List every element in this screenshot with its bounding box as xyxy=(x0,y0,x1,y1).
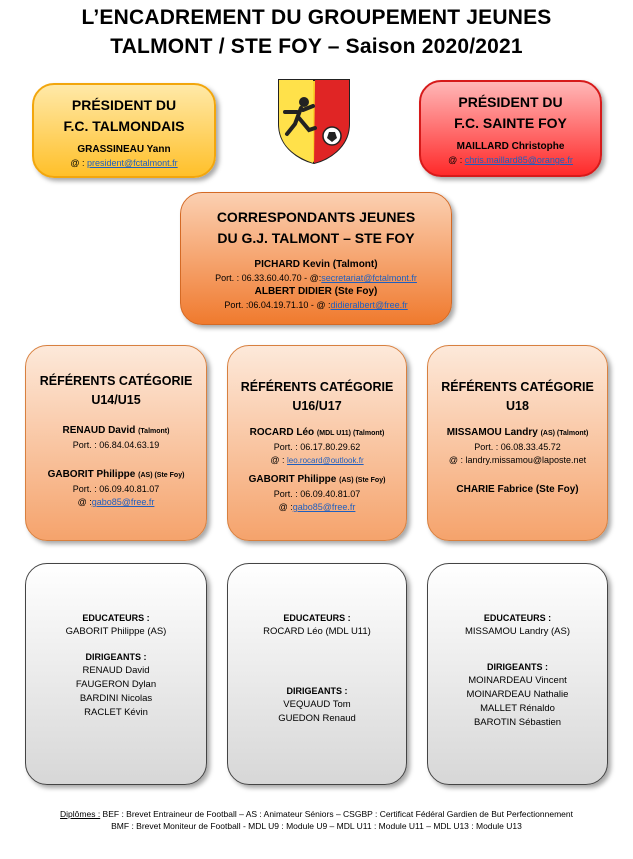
president-talmont-title2: F.C. TALMONDAIS xyxy=(63,118,185,134)
referent-u16-title1: RÉFÉRENTS CATÉGORIE xyxy=(240,380,394,394)
president-talmont-box xyxy=(32,83,216,178)
referent-u18-p1-phone: Port. : 06.08.33.45.72 xyxy=(474,442,561,452)
staff-u18-dir-name: MOINARDEAU Vincent xyxy=(468,675,567,686)
referent-u16-p1-tag: (MDL U11) (Talmont) xyxy=(316,430,385,437)
page-title-line1: L’ENCADREMENT DU GROUPEMENT JEUNES xyxy=(81,6,552,29)
referent-u14-p2-email-label: @ : xyxy=(77,497,92,507)
footer-label: Diplômes : xyxy=(60,809,101,819)
referent-u16-p1-email-link[interactable]: leo.rocard@outlook.fr xyxy=(287,456,364,465)
referent-u18-p1-tag: (AS) (Talmont) xyxy=(540,430,589,437)
staff-u14-dir-name: RACLET Kévin xyxy=(84,707,148,718)
referent-u16-p1-name: ROCARD Léo xyxy=(249,427,315,438)
staff-u18-dir-name: MALLET Rénaldo xyxy=(480,703,555,714)
president-stefoy-name: MAILLARD Christophe xyxy=(456,141,565,152)
club-logo xyxy=(277,78,351,164)
staff-u16-u17-box xyxy=(227,563,407,785)
referent-u18-p1-name: MISSAMOU Landry xyxy=(446,427,538,438)
referent-u16-u17-box xyxy=(227,345,407,541)
referent-u14-u15-box xyxy=(25,345,207,541)
correspondant2-name: ALBERT DIDIER (Ste Foy) xyxy=(254,286,378,297)
staff-u14-educ-title: EDUCATEURS : xyxy=(82,613,150,623)
correspondants-box xyxy=(180,192,452,325)
referent-u16-p2-name: GABORIT Philippe xyxy=(248,474,337,485)
staff-u16-dir-name: VEQUAUD Tom xyxy=(283,699,351,710)
referent-u14-p2-tag: (AS) (Ste Foy) xyxy=(138,472,185,479)
referent-u14-p1-tag: (Talmont) xyxy=(138,428,170,435)
referent-u14-p1-name: RENAUD David xyxy=(62,425,136,436)
staff-u18-dir-name: BAROTIN Sébastien xyxy=(473,717,562,728)
referent-u18-box xyxy=(427,345,608,541)
club-logo-shield-icon xyxy=(277,78,351,164)
staff-u16-dir-name: GUEDON Renaud xyxy=(278,713,356,724)
staff-u18-dir-title: DIRIGEANTS : xyxy=(486,662,548,672)
referent-u18-title2: U18 xyxy=(506,399,529,413)
president-stefoy-title1: PRÉSIDENT DU xyxy=(458,94,563,110)
staff-u18-educ-name: MISSAMOU Landry (AS) xyxy=(464,626,571,637)
referent-u14-p2-name: GABORIT Philippe xyxy=(47,469,136,480)
president-stefoy-email-label: @ : xyxy=(448,155,463,165)
staff-u16-dir-title: DIRIGEANTS : xyxy=(286,686,348,696)
staff-u14-dir-name: RENAUD David xyxy=(82,665,150,676)
referent-u16-p2-tag: (AS) (Ste Foy) xyxy=(339,477,386,484)
referent-u16-p1-email-label: @ : xyxy=(270,455,285,465)
staff-u18-dir-name: MOINARDEAU Nathalie xyxy=(466,689,569,700)
referent-u18-p1-email: @ : landry.missamou@laposte.net xyxy=(448,455,587,465)
president-talmont-email-label: @ : xyxy=(70,158,85,168)
staff-u14-dir-name: FAUGERON Dylan xyxy=(75,679,157,690)
correspondant2-email-link[interactable]: didieralbert@free.fr xyxy=(330,300,408,310)
footer-legend xyxy=(0,808,633,832)
referent-u18-p2-name: CHARIE Fabrice (Ste Foy) xyxy=(456,484,579,495)
staff-u14-educ-name: GABORIT Philippe (AS) xyxy=(65,626,167,637)
staff-u16-educ-name: ROCARD Léo (MDL U11) xyxy=(263,626,371,637)
correspondant1-email-link[interactable]: secretariat@fctalmont.fr xyxy=(321,273,417,283)
referent-u16-p2-email-label: @ : xyxy=(278,502,293,512)
correspondant2-phone: Port. :06.04.19.71.10 - @ : xyxy=(224,300,331,310)
footer-line1: BEF : Brevet Entraineur de Football – AS : Animateur Séniors – CSGBP : Certificat Fédéral Gardien de But Perfectionnement xyxy=(100,809,573,819)
president-stefoy-email-link[interactable]: chris.maillard85@orange.fr xyxy=(464,155,573,165)
correspondants-title2: DU G.J. TALMONT – STE FOY xyxy=(217,230,415,246)
president-talmont-name: GRASSINEAU Yann xyxy=(77,144,171,155)
staff-u18-box xyxy=(427,563,608,785)
president-talmont-title1: PRÉSIDENT DU xyxy=(71,97,177,113)
referent-u14-title2: U14/U15 xyxy=(91,393,141,407)
referent-u18-title1: RÉFÉRENTS CATÉGORIE xyxy=(441,380,594,394)
staff-u14-dir-title: DIRIGEANTS : xyxy=(85,652,147,662)
page-title-line2: TALMONT / STE FOY – Saison 2020/2021 xyxy=(110,35,523,58)
president-stefoy-box xyxy=(419,80,602,177)
referent-u14-title1: RÉFÉRENTS CATÉGORIE xyxy=(39,374,193,388)
staff-u14-u15-box xyxy=(25,563,207,785)
staff-u14-dir-name: BARDINI Nicolas xyxy=(79,693,153,704)
referent-u16-p2-email-link[interactable]: gabo85@free.fr xyxy=(292,502,356,512)
footer-line2: BMF : Brevet Moniteur de Football - MDL U9 : Module U9 – MDL U11 : Module U11 – MDL U13 : Module U13 xyxy=(111,821,522,831)
president-stefoy-title2: F.C. SAINTE FOY xyxy=(454,115,567,131)
president-talmont-email-link[interactable]: president@fctalmont.fr xyxy=(86,158,178,168)
referent-u16-p1-phone: Port. : 06.17.80.29.62 xyxy=(273,442,361,452)
staff-u18-educ-title: EDUCATEURS : xyxy=(483,613,552,623)
referent-u16-p2-phone: Port. : 06.09.40.81.07 xyxy=(273,489,361,499)
referent-u16-title2: U16/U17 xyxy=(292,399,342,413)
correspondant1-phone: Port. : 06.33.60.40.70 - @: xyxy=(215,273,322,283)
referent-u14-p2-phone: Port. : 06.09.40.81.07 xyxy=(72,484,160,494)
correspondant1-name: PICHARD Kevin (Talmont) xyxy=(254,259,378,270)
correspondants-title1: CORRESPONDANTS JEUNES xyxy=(216,209,416,225)
referent-u14-p2-email-link[interactable]: gabo85@free.fr xyxy=(91,497,155,507)
staff-u16-educ-title: EDUCATEURS : xyxy=(283,613,351,623)
referent-u14-p1-phone: Port. : 06.84.04.63.19 xyxy=(72,440,160,450)
